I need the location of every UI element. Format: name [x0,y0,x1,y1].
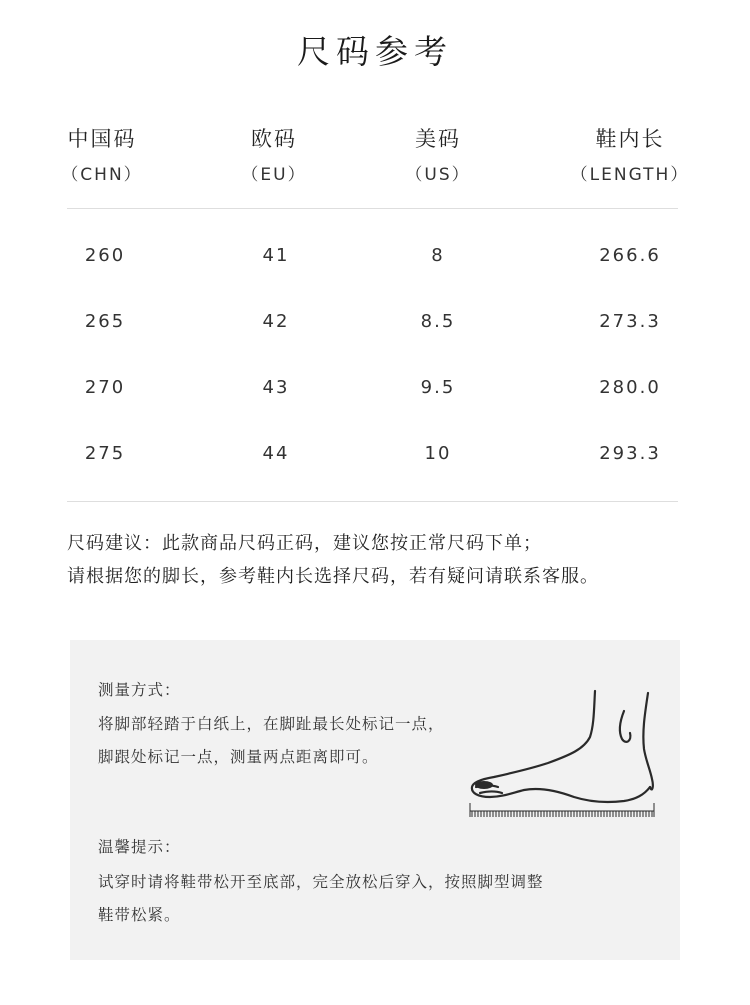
table-divider-bottom [67,501,678,502]
cell-us: 8.5 [420,311,456,332]
header-us [358,122,518,190]
cell-length: 266.6 [599,245,661,266]
cell-length: 273.3 [599,311,661,332]
cell-length: 280.0 [599,377,661,398]
header-chn-label: 中国码 [67,127,137,151]
header-length [550,122,710,190]
header-eu-sub: （EU） [241,165,307,185]
tips-heading: 温馨提示： [98,838,181,856]
header-us-label: 美码 [415,127,461,151]
table-row [0,439,750,469]
tips-line2: 鞋带松紧。 [98,906,181,924]
cell-us: 9.5 [420,377,456,398]
cell-eu: 42 [262,311,290,332]
header-chn [22,122,182,190]
ruler-ticks [472,811,652,817]
cell-chn: 275 [84,443,126,464]
size-advice-line1: 尺码建议：此款商品尺码正码，建议您按正常尺码下单； [67,533,542,554]
header-chn-sub: （CHN） [61,165,143,185]
header-length-label: 鞋内长 [595,127,665,151]
size-advice-line2: 请根据您的脚长，参考鞋内长选择尺码，若有疑问请联系客服。 [67,566,599,587]
table-divider-top [67,208,678,209]
cell-eu: 41 [262,245,290,266]
header-us-sub: （US） [405,165,471,185]
cell-chn: 265 [84,311,126,332]
header-eu [194,122,354,190]
measure-heading: 测量方式： [98,681,181,699]
foot-measure-icon [468,687,664,822]
table-row [0,307,750,337]
page-title: 尺码参考 [297,32,453,71]
table-row [0,373,750,403]
cell-chn: 270 [84,377,126,398]
header-length-sub: （LENGTH） [570,165,690,185]
cell-us: 8 [431,245,445,266]
measure-panel [70,640,680,960]
cell-eu: 43 [262,377,290,398]
header-eu-label: 欧码 [251,127,297,151]
measure-line1: 将脚部轻踏于白纸上，在脚趾最长处标记一点， [98,715,445,733]
measure-line2: 脚跟处标记一点，测量两点距离即可。 [98,748,379,766]
cell-length: 293.3 [599,443,661,464]
table-row [0,241,750,271]
cell-chn: 260 [84,245,126,266]
tips-line1: 试穿时请将鞋带松开至底部，完全放松后穿入，按照脚型调整 [98,873,544,891]
cell-us: 10 [424,443,452,464]
cell-eu: 44 [262,443,290,464]
